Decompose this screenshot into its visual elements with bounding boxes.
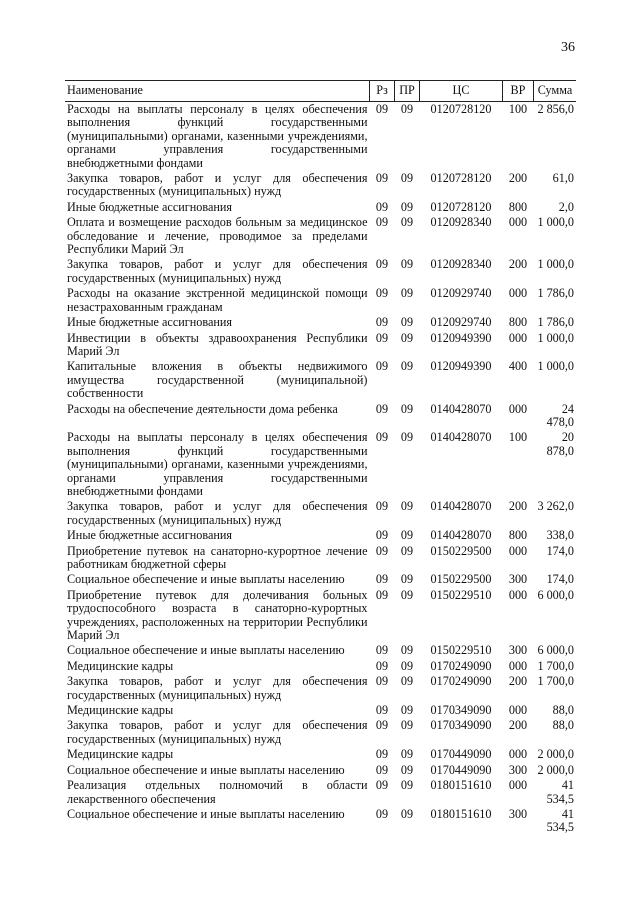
cell-sum: 6 000,0 (537, 643, 574, 658)
cell-pr: 09 (400, 257, 414, 272)
cell-rz: 09 (375, 778, 389, 793)
table-row (65, 643, 576, 658)
cell-vr: 400 (508, 359, 528, 374)
cell-sum: 1 700,0 (537, 658, 574, 673)
table-row (65, 807, 576, 836)
cell-pr: 09 (400, 718, 414, 733)
cell-rz: 09 (375, 257, 389, 272)
cell-rz: 09 (375, 643, 389, 658)
cell-sum: 24 478,0 (546, 401, 574, 429)
cell-name: Реализация отдельных полномочий в области лекарственного обеспечения (67, 778, 368, 806)
cell-cs: 0170349090 (430, 703, 492, 718)
cell-sum: 61,0 (552, 171, 574, 186)
table-row (65, 659, 576, 674)
table-row (65, 315, 576, 330)
cell-rz: 09 (375, 199, 389, 214)
cell-name: Расходы на обеспечение деятельности дома ребенка (67, 401, 338, 416)
cell-vr: 300 (508, 572, 528, 587)
cell-cs: 0140428070 (430, 499, 492, 514)
cell-pr: 09 (400, 171, 414, 186)
cell-pr: 09 (400, 430, 414, 445)
cell-cs: 0170249090 (430, 674, 492, 689)
table-row (65, 674, 576, 703)
cell-vr: 200 (508, 674, 528, 689)
cell-sum: 2 000,0 (537, 747, 574, 762)
table-row (65, 257, 576, 286)
cell-name: Социальное обеспечение и иные выплаты населению (67, 643, 345, 658)
cell-cs: 0120929740 (430, 286, 492, 301)
table-row (65, 718, 576, 747)
cell-pr: 09 (400, 315, 414, 330)
cell-vr: 000 (508, 658, 528, 673)
cell-cs: 0120949390 (430, 330, 492, 345)
cell-pr: 09 (400, 528, 414, 543)
cell-rz: 09 (375, 587, 389, 602)
cell-name: Приобретение путевок для долечивания больных трудоспособного возраста в санаторно-курортных учреждениях, расположенных на территории Республики Марий Эл (67, 587, 368, 643)
cell-name: Медицинские кадры (67, 658, 174, 673)
cell-cs: 0170249090 (430, 658, 492, 673)
cell-name: Расходы на выплаты персоналу в целях обеспечения выполнения функций государственными (муниципальными) органами, казенными учреждениями, органами управления государственными внебюджетными фондами (67, 430, 368, 498)
cell-sum: 3 262,0 (537, 499, 574, 514)
cell-cs: 0120929740 (430, 315, 492, 330)
budget-table (65, 80, 576, 836)
table-row (65, 544, 576, 573)
cell-vr: 200 (508, 499, 528, 514)
cell-sum: 2 000,0 (537, 762, 574, 777)
cell-rz: 09 (375, 102, 389, 116)
cell-rz: 09 (375, 430, 389, 445)
cell-sum: 174,0 (546, 543, 574, 558)
cell-vr: 800 (508, 528, 528, 543)
cell-vr: 000 (508, 747, 528, 762)
cell-name: Социальное обеспечение и иные выплаты населению (67, 806, 345, 821)
cell-cs: 0140428070 (430, 430, 492, 445)
cell-cs: 0170449090 (430, 747, 492, 762)
table-row (65, 778, 576, 807)
cell-pr: 09 (400, 359, 414, 374)
cell-name: Закупка товаров, работ и услуг для обеспечения государственных (муниципальных) нужд (67, 499, 368, 527)
cell-name: Приобретение путевок на санаторно-курортное лечение работникам бюджетной сферы (67, 543, 368, 571)
table-row (65, 359, 576, 401)
header-sum: Сумма (534, 81, 577, 102)
cell-rz: 09 (375, 401, 389, 416)
cell-rz: 09 (375, 658, 389, 673)
cell-cs: 0150229510 (430, 643, 492, 658)
cell-vr: 200 (508, 718, 528, 733)
cell-name: Расходы на выплаты персоналу в целях обеспечения выполнения функций государственными (муниципальными) органами, казенными учреждениями, органами управления государственными внебюджетными фондами (67, 102, 368, 170)
cell-pr: 09 (400, 499, 414, 514)
cell-sum: 88,0 (552, 703, 574, 718)
cell-rz: 09 (375, 747, 389, 762)
cell-pr: 09 (400, 674, 414, 689)
header-cs: ЦС (420, 81, 503, 102)
table-row (65, 171, 576, 200)
table-row (65, 200, 576, 215)
cell-pr: 09 (400, 572, 414, 587)
cell-cs: 0150229500 (430, 543, 492, 558)
cell-rz: 09 (375, 762, 389, 777)
cell-cs: 0140428070 (430, 528, 492, 543)
cell-name: Закупка товаров, работ и услуг для обеспечения государственных (муниципальных) нужд (67, 674, 368, 702)
cell-cs: 0120949390 (430, 359, 492, 374)
cell-pr: 09 (400, 703, 414, 718)
cell-name: Расходы на оказание экстренной медицинской помощи незастрахованным гражданам (67, 286, 368, 314)
cell-vr: 000 (508, 215, 528, 230)
table-row (65, 763, 576, 778)
cell-sum: 1 000,0 (537, 330, 574, 345)
table-row (65, 430, 576, 499)
cell-name: Медицинские кадры (67, 747, 174, 762)
cell-vr: 200 (508, 171, 528, 186)
cell-rz: 09 (375, 499, 389, 514)
cell-vr: 000 (508, 401, 528, 416)
cell-pr: 09 (400, 543, 414, 558)
cell-sum: 1 700,0 (537, 674, 574, 689)
cell-rz: 09 (375, 703, 389, 718)
cell-sum: 1 786,0 (537, 286, 574, 301)
cell-cs: 0170349090 (430, 718, 492, 733)
header-rz: Рз (370, 81, 395, 102)
cell-pr: 09 (400, 199, 414, 214)
table-row (65, 572, 576, 587)
cell-cs: 0170449090 (430, 762, 492, 777)
cell-sum: 1 000,0 (537, 359, 574, 374)
cell-sum: 6 000,0 (537, 587, 574, 602)
cell-sum: 41 534,5 (546, 806, 574, 835)
cell-vr: 200 (508, 257, 528, 272)
cell-sum: 1 000,0 (537, 257, 574, 272)
cell-rz: 09 (375, 674, 389, 689)
table-row (65, 102, 576, 172)
cell-vr: 000 (508, 286, 528, 301)
cell-vr: 000 (508, 587, 528, 602)
cell-pr: 09 (400, 401, 414, 416)
cell-name: Закупка товаров, работ и услуг для обеспечения государственных (муниципальных) нужд (67, 257, 368, 285)
cell-cs: 0120728120 (430, 171, 492, 186)
cell-name: Иные бюджетные ассигнования (67, 199, 233, 214)
cell-rz: 09 (375, 330, 389, 345)
cell-name: Инвестиции в объекты здравоохранения Республики Марий Эл (67, 330, 368, 358)
cell-sum: 20 878,0 (546, 430, 574, 458)
cell-cs: 0150229500 (430, 572, 492, 587)
cell-pr: 09 (400, 747, 414, 762)
cell-pr: 09 (400, 286, 414, 301)
cell-cs: 0120728120 (430, 102, 492, 116)
cell-rz: 09 (375, 718, 389, 733)
cell-sum: 2 856,0 (537, 102, 574, 116)
cell-rz: 09 (375, 215, 389, 230)
cell-sum: 2,0 (558, 199, 574, 214)
table-row (65, 588, 576, 644)
cell-cs: 0180151610 (430, 806, 492, 821)
table-row (65, 703, 576, 718)
cell-pr: 09 (400, 643, 414, 658)
cell-vr: 300 (508, 806, 528, 821)
cell-name: Капитальные вложения в объекты недвижимого имущества государственной (муниципальной) собственности (67, 359, 368, 401)
header-vr: ВР (503, 81, 534, 102)
cell-vr: 000 (508, 330, 528, 345)
table-row (65, 747, 576, 762)
cell-vr: 000 (508, 778, 528, 793)
cell-name: Иные бюджетные ассигнования (67, 315, 233, 330)
cell-pr: 09 (400, 762, 414, 777)
cell-vr: 800 (508, 315, 528, 330)
cell-sum: 338,0 (546, 528, 574, 543)
cell-sum: 88,0 (552, 718, 574, 733)
cell-cs: 0180151610 (430, 778, 492, 793)
cell-sum: 174,0 (546, 572, 574, 587)
table-row (65, 499, 576, 528)
cell-cs: 0120928340 (430, 257, 492, 272)
cell-vr: 000 (508, 703, 528, 718)
cell-name: Закупка товаров, работ и услуг для обеспечения государственных (муниципальных) нужд (67, 718, 368, 746)
cell-name: Оплата и возмещение расходов больным за медицинское обследование и лечение, проводимое за пределами Республики Марий Эл (67, 215, 368, 257)
cell-vr: 300 (508, 762, 528, 777)
cell-name: Закупка товаров, работ и услуг для обеспечения государственных (муниципальных) нужд (67, 171, 368, 199)
cell-rz: 09 (375, 359, 389, 374)
page-number: 36 (561, 40, 575, 55)
cell-pr: 09 (400, 215, 414, 230)
table-row (65, 528, 576, 543)
cell-vr: 800 (508, 199, 528, 214)
cell-sum: 41 534,5 (546, 778, 574, 806)
table-row (65, 286, 576, 315)
cell-rz: 09 (375, 528, 389, 543)
cell-rz: 09 (375, 806, 389, 821)
cell-cs: 0120928340 (430, 215, 492, 230)
cell-rz: 09 (375, 572, 389, 587)
cell-rz: 09 (375, 171, 389, 186)
cell-cs: 0150229510 (430, 587, 492, 602)
table-body (65, 102, 576, 836)
cell-pr: 09 (400, 587, 414, 602)
cell-rz: 09 (375, 543, 389, 558)
cell-rz: 09 (375, 286, 389, 301)
cell-rz: 09 (375, 315, 389, 330)
cell-pr: 09 (400, 658, 414, 673)
cell-name: Иные бюджетные ассигнования (67, 528, 233, 543)
table-row (65, 331, 576, 360)
table-header-row (65, 81, 576, 102)
table-row (65, 402, 576, 431)
header-name: Наименование (65, 81, 370, 102)
cell-name: Социальное обеспечение и иные выплаты населению (67, 572, 345, 587)
cell-vr: 300 (508, 643, 528, 658)
cell-sum: 1 786,0 (537, 315, 574, 330)
cell-pr: 09 (400, 806, 414, 821)
cell-vr: 100 (508, 430, 528, 445)
table-row (65, 215, 576, 257)
cell-pr: 09 (400, 778, 414, 793)
cell-sum: 1 000,0 (537, 215, 574, 230)
cell-name: Социальное обеспечение и иные выплаты населению (67, 762, 345, 777)
cell-cs: 0140428070 (430, 401, 492, 416)
cell-cs: 0120728120 (430, 199, 492, 214)
cell-pr: 09 (400, 330, 414, 345)
cell-pr: 09 (400, 102, 414, 116)
header-pr: ПР (395, 81, 420, 102)
cell-name: Медицинские кадры (67, 703, 174, 718)
cell-vr: 100 (508, 102, 528, 116)
cell-vr: 000 (508, 543, 528, 558)
